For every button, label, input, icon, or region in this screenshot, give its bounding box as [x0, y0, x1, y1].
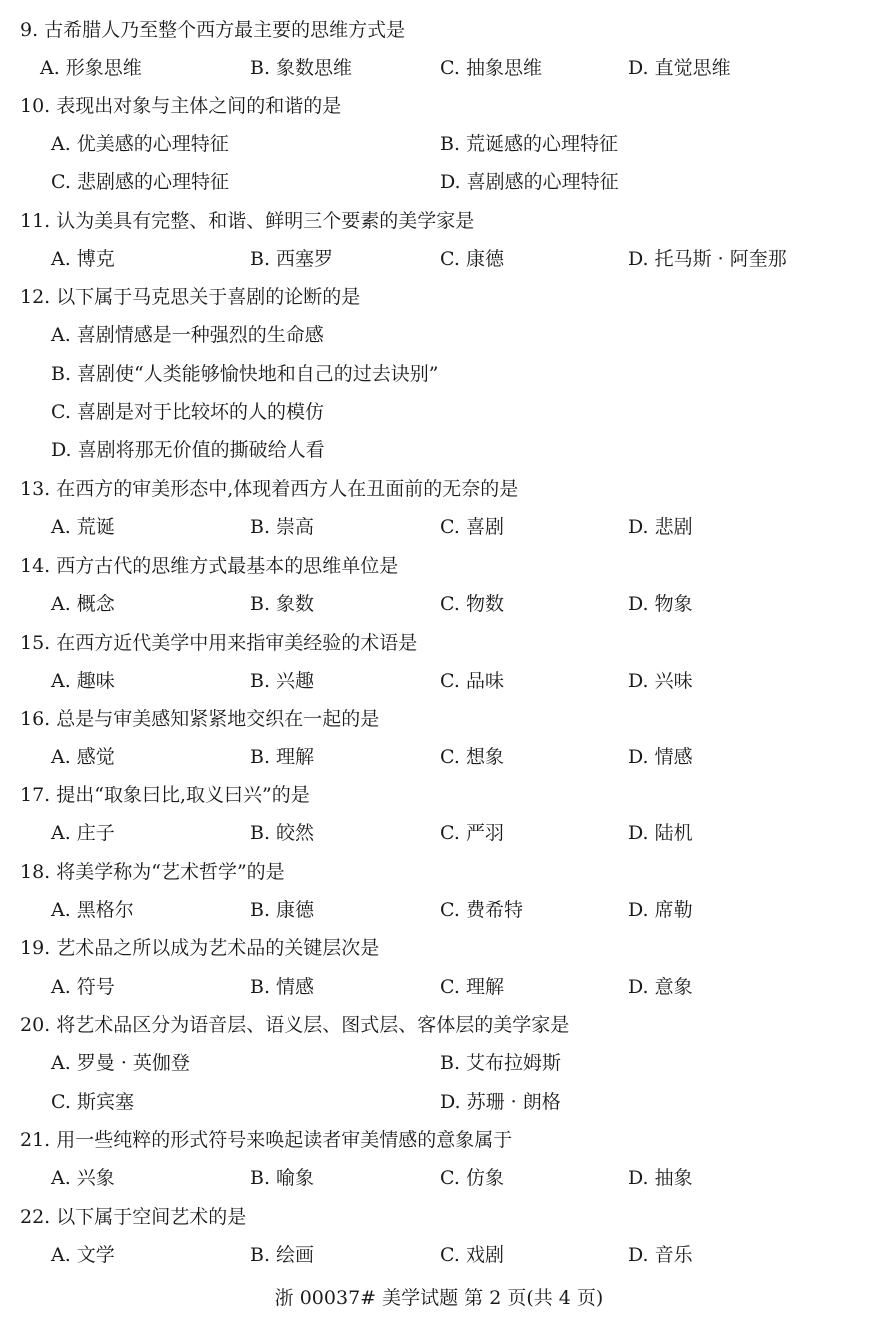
option-c: C. 品味 [440, 670, 504, 692]
option-b: B. 康德 [250, 899, 315, 921]
question-stem: 10. 表现出对象与主体之间的和谐的是 [20, 95, 342, 117]
option-d: D. 兴味 [628, 670, 693, 692]
option-b: B. 情感 [250, 976, 315, 998]
option-b: B. 喻象 [250, 1167, 315, 1189]
option-d: D. 喜剧将那无价值的撕破给人看 [51, 439, 325, 461]
option-a: A. 优美感的心理特征 [51, 133, 229, 155]
option-b: B. 荒诞感的心理特征 [440, 133, 619, 155]
question-stem: 9. 古希腊人乃至整个西方最主要的思维方式是 [20, 19, 406, 41]
option-c: C. 仿象 [440, 1167, 504, 1189]
option-d: D. 喜剧感的心理特征 [440, 171, 619, 193]
option-b: B. 皎然 [250, 822, 315, 844]
option-b: B. 理解 [250, 746, 315, 768]
option-b: B. 象数 [250, 593, 315, 615]
question-stem: 22. 以下属于空间艺术的是 [20, 1206, 247, 1228]
option-b: B. 西塞罗 [250, 248, 334, 270]
option-a: A. 形象思维 [40, 57, 142, 79]
question-stem: 21. 用一些纯粹的形式符号来唤起读者审美情感的意象属于 [20, 1129, 513, 1151]
option-a: A. 文学 [51, 1244, 115, 1266]
option-c: C. 斯宾塞 [51, 1091, 134, 1113]
option-a: A. 趣味 [51, 670, 115, 692]
option-a: A. 兴象 [51, 1167, 115, 1189]
option-a: A. 博克 [51, 248, 115, 270]
question-stem: 11. 认为美具有完整、和谐、鲜明三个要素的美学家是 [20, 210, 475, 232]
option-d: D. 音乐 [628, 1244, 693, 1266]
option-c: C. 物数 [440, 593, 504, 615]
option-c: C. 悲剧感的心理特征 [51, 171, 229, 193]
question-stem: 14. 西方古代的思维方式最基本的思维单位是 [20, 555, 399, 577]
question-stem: 15. 在西方近代美学中用来指审美经验的术语是 [20, 632, 418, 654]
option-b: B. 艾布拉姆斯 [440, 1052, 562, 1074]
option-a: A. 黑格尔 [51, 899, 134, 921]
option-c: C. 喜剧是对于比较坏的人的模仿 [51, 401, 324, 423]
question-stem: 19. 艺术品之所以成为艺术品的关键层次是 [20, 937, 380, 959]
question-stem: 13. 在西方的审美形态中,体现着西方人在丑面前的无奈的是 [20, 478, 519, 500]
option-d: D. 苏珊 · 朗格 [440, 1091, 561, 1113]
option-c: C. 戏剧 [440, 1244, 504, 1266]
option-c: C. 严羽 [440, 822, 504, 844]
option-b: B. 崇高 [250, 516, 315, 538]
option-b: B. 象数思维 [250, 57, 353, 79]
option-c: C. 康德 [440, 248, 504, 270]
option-c: C. 想象 [440, 746, 504, 768]
option-a: A. 符号 [51, 976, 115, 998]
option-d: D. 情感 [628, 746, 693, 768]
option-d: D. 托马斯 · 阿奎那 [628, 248, 787, 270]
option-d: D. 席勒 [628, 899, 693, 921]
option-b: B. 绘画 [250, 1244, 315, 1266]
option-b: B. 喜剧使“人类能够愉快地和自己的过去诀别” [51, 363, 439, 385]
option-a: A. 荒诞 [51, 516, 115, 538]
option-c: C. 理解 [440, 976, 504, 998]
option-a: A. 喜剧情感是一种强烈的生命感 [51, 324, 324, 346]
option-c: C. 喜剧 [440, 516, 504, 538]
option-c: C. 抽象思维 [440, 57, 542, 79]
question-stem: 17. 提出“取象曰比,取义曰兴”的是 [20, 784, 310, 806]
question-stem: 12. 以下属于马克思关于喜剧的论断的是 [20, 286, 361, 308]
question-stem: 18. 将美学称为“艺术哲学”的是 [20, 861, 285, 883]
option-d: D. 物象 [628, 593, 693, 615]
option-d: D. 陆机 [628, 822, 693, 844]
option-d: D. 抽象 [628, 1167, 693, 1189]
option-d: D. 直觉思维 [628, 57, 731, 79]
option-d: D. 意象 [628, 976, 693, 998]
option-d: D. 悲剧 [628, 516, 693, 538]
page-footer: 浙 00037# 美学试题 第 2 页(共 4 页) [274, 1287, 604, 1309]
option-a: A. 概念 [51, 593, 115, 615]
option-a: A. 庄子 [51, 822, 115, 844]
option-a: A. 感觉 [51, 746, 115, 768]
option-c: C. 费希特 [440, 899, 523, 921]
question-stem: 16. 总是与审美感知紧紧地交织在一起的是 [20, 708, 380, 730]
option-a: A. 罗曼 · 英伽登 [51, 1052, 190, 1074]
option-b: B. 兴趣 [250, 670, 315, 692]
question-stem: 20. 将艺术品区分为语音层、语义层、图式层、客体层的美学家是 [20, 1014, 570, 1036]
